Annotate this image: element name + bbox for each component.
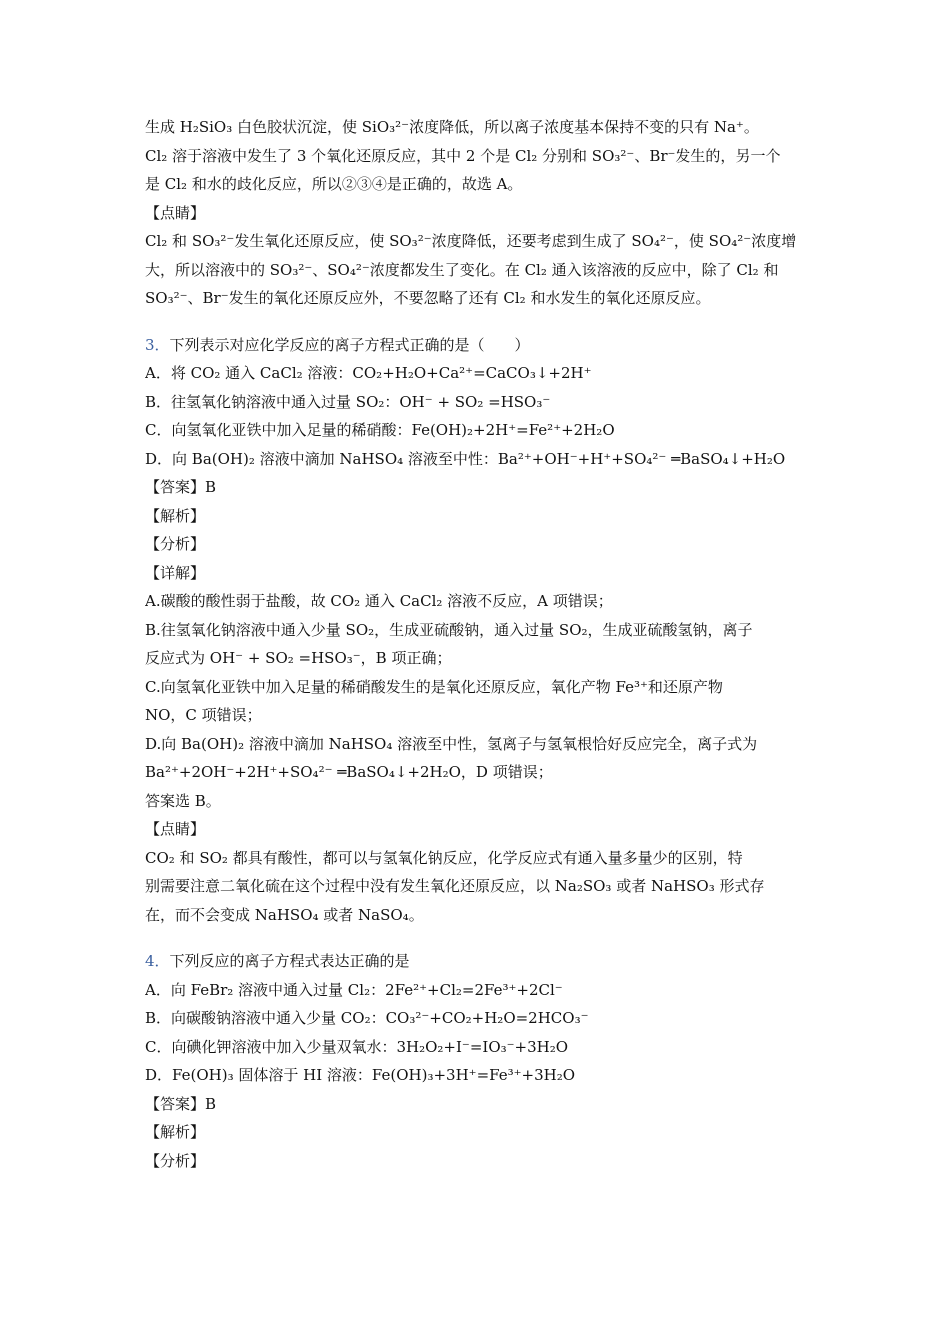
question-stem (145, 331, 845, 360)
text-line: 在，而不会变成 NaHSO₄ 或者 NaSO₄。 (145, 905, 424, 924)
answer-label: 【答案】B (145, 478, 217, 496)
question-number: 3． (145, 335, 170, 354)
text-line: D.向 Ba(OH)₂ 溶液中滴加 NaHSO₄ 溶液至中性，氢离子与氢氧根恰好反应完全，离子式为 (145, 734, 758, 753)
section-label: 【详解】 (145, 563, 206, 582)
text-line: 生成 H₂SiO₃ 白色胶状沉淀，使 SiO₃²⁻浓度降低，所以离子浓度基本保持不变的只有 Na⁺。 (145, 118, 759, 136)
option-a: A．将 CO₂ 通入 CaCl₂ 溶液：CO₂+H₂O+Ca²⁺=CaCO₃↓+2H⁺ (145, 364, 592, 382)
option-b: B．向碳酸钠溶液中通入少量 CO₂：CO₃²⁻+CO₂+H₂O=2HCO₃⁻ (145, 1009, 589, 1027)
section-previous-explanation (145, 113, 950, 313)
text-line: 答案选 B。 (145, 791, 221, 810)
option-d: D．向 Ba(OH)₂ 溶液中滴加 NaHSO₄ 溶液至中性：Ba²⁺+OH⁻+H⁺+SO₄²⁻ ═BaSO₄↓+H₂O (145, 449, 786, 468)
text-line: NO，C 项错误； (145, 706, 262, 724)
answer-label: 【答案】B (145, 1094, 217, 1113)
option-a: A．向 FeBr₂ 溶液中通入过量 Cl₂：2Fe²⁺+Cl₂=2Fe³⁺+2Cl⁻ (145, 980, 563, 999)
section-label: 【点睛】 (145, 820, 206, 838)
section-label: 【点睛】 (145, 203, 206, 222)
text-line: 别需要注意二氧化硫在这个过程中没有发生氧化还原反应，以 Na₂SO₃ 或者 NaHSO₃ 形式存 (145, 877, 765, 895)
text-line: SO₃²⁻、Br⁻发生的氧化还原反应外，不要忽略了还有 Cl₂ 和水发生的氧化还原反应。 (145, 289, 711, 307)
option-c: C．向氢氧化亚铁中加入足量的稀硝酸：Fe(OH)₂+2H⁺=Fe²⁺+2H₂O (145, 421, 615, 439)
text-line: Cl₂ 和 SO₃²⁻发生氧化还原反应，使 SO₃²⁻浓度降低，还要考虑到生成了 SO₄²⁻，使 SO₄²⁻浓度增 (145, 232, 797, 250)
text-line: A.碳酸的酸性弱于盐酸，故 CO₂ 通入 CaCl₂ 溶液不反应，A 项错误； (145, 592, 613, 610)
text-line: C.向氢氧化亚铁中加入足量的稀硝酸发生的是氧化还原反应，氧化产物 Fe³⁺和还原产物 (145, 677, 723, 696)
section-label: 【解析】 (145, 506, 206, 525)
section-label: 【分析】 (145, 1151, 206, 1170)
section-label: 【解析】 (145, 1123, 206, 1141)
question-4 (145, 947, 950, 1175)
text-line: 是 Cl₂ 和水的歧化反应，所以②③④是正确的，故选 A。 (145, 175, 523, 193)
text-line: B.往氢氧化钠溶液中通入少量 SO₂，生成亚硫酸钠，通入过量 SO₂，生成亚硫酸氢钠，离子 (145, 620, 753, 639)
spacer (145, 929, 950, 947)
question-stem (145, 947, 845, 976)
text-line: Ba²⁺+2OH⁻+2H⁺+SO₄²⁻ ═BaSO₄↓+2H₂O，D 项错误； (145, 763, 553, 781)
question-text: 下列表示对应化学反应的离子方程式正确的是（ ） (169, 335, 530, 354)
text-line: 反应式为 OH⁻ + SO₂ =HSO₃⁻，B 项正确； (145, 649, 452, 667)
option-c: C．向碘化钾溶液中加入少量双氧水：3H₂O₂+I⁻=IO₃⁻+3H₂O (145, 1037, 569, 1056)
section-label: 【分析】 (145, 535, 206, 553)
text-line: 大，所以溶液中的 SO₃²⁻、SO₄²⁻浓度都发生了变化。在 Cl₂ 通入该溶液的反应中，除了 Cl₂ 和 (145, 260, 779, 279)
option-d: D．Fe(OH)₃ 固体溶于 HI 溶液：Fe(OH)₃+3H⁺=Fe³⁺+3H₂O (145, 1066, 576, 1084)
option-b: B．往氢氧化钠溶液中通入过量 SO₂：OH⁻ + SO₂ =HSO₃⁻ (145, 392, 551, 411)
question-3 (145, 331, 950, 930)
question-text: 下列反应的离子方程式表达正确的是 (169, 952, 410, 970)
text-line: CO₂ 和 SO₂ 都具有酸性，都可以与氢氧化钠反应，化学反应式有通入量多量少的区别，特 (145, 848, 743, 867)
spacer (145, 313, 950, 331)
text-line: Cl₂ 溶于溶液中发生了 3 个氧化还原反应，其中 2 个是 Cl₂ 分别和 SO₃²⁻、Br⁻发生的，另一个 (145, 146, 781, 165)
question-number: 4． (145, 952, 170, 970)
